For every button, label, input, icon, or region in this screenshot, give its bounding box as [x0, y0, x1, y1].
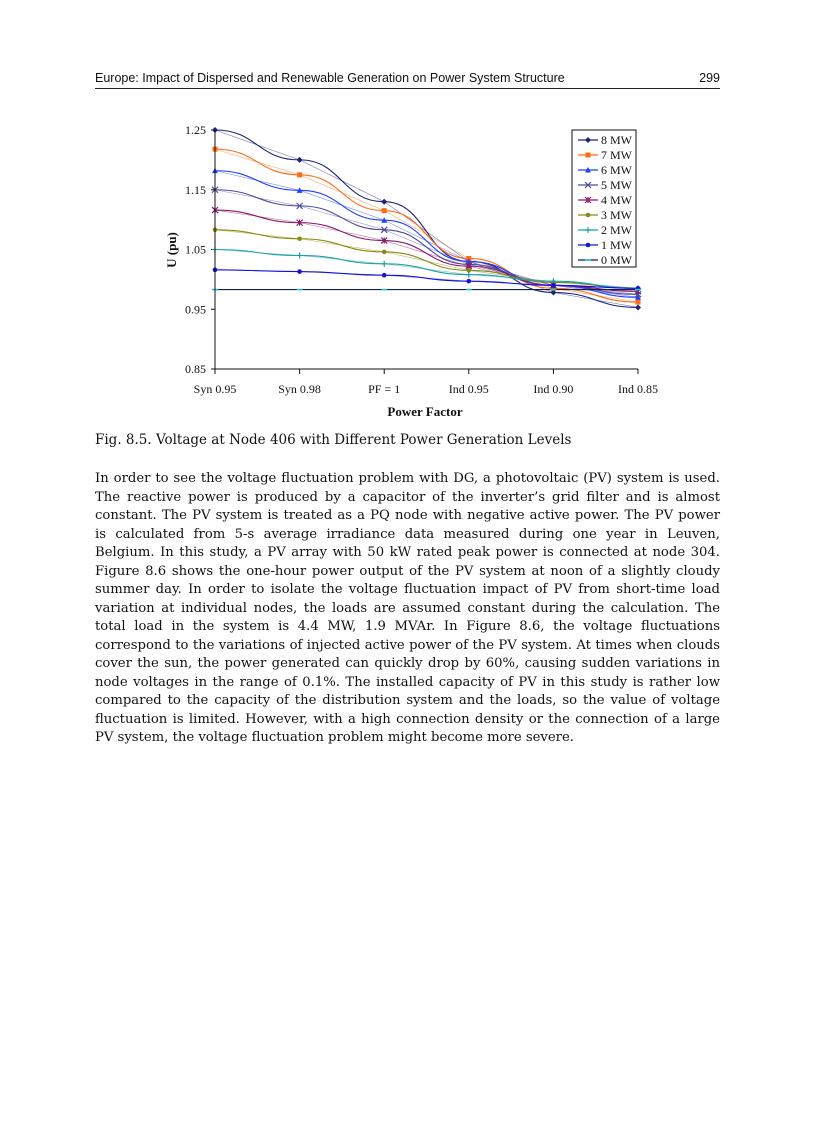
data-point	[297, 157, 303, 163]
data-point	[381, 261, 387, 267]
y-tick-label: 0.95	[185, 302, 206, 317]
legend-marker	[586, 153, 591, 158]
figure-caption: Fig. 8.5. Voltage at Node 406 with Different Power Generation Levels	[95, 432, 572, 448]
y-tick-label: 1.25	[185, 123, 206, 137]
x-axis-label: Power Factor	[387, 404, 463, 419]
legend-marker	[586, 243, 591, 248]
legend-label: 2 MW	[601, 223, 632, 237]
header-title: Europe: Impact of Dispersed and Renewable Generation on Power System Structure	[95, 71, 565, 85]
data-point	[551, 283, 556, 288]
series-line	[215, 270, 638, 289]
y-axis-label: U (pu)	[164, 232, 179, 268]
legend-label: 5 MW	[601, 178, 632, 192]
legend-label: 1 MW	[601, 238, 632, 252]
x-tick-label: Syn 0.95	[193, 382, 237, 396]
legend-label: 3 MW	[601, 208, 632, 222]
legend-label: 6 MW	[601, 163, 632, 177]
legend-label: 7 MW	[601, 148, 632, 162]
data-point	[636, 300, 641, 305]
x-tick-label: PF = 1	[368, 382, 401, 396]
x-tick-label: Ind 0.90	[533, 382, 574, 396]
legend-label: 0 MW	[601, 253, 632, 267]
data-point	[297, 252, 303, 258]
data-point	[381, 199, 387, 205]
data-point	[297, 269, 302, 274]
x-tick-label: Syn 0.98	[278, 382, 321, 396]
data-point	[467, 279, 472, 284]
page-number: 299	[699, 71, 720, 85]
legend-label: 4 MW	[601, 193, 632, 207]
y-tick-label: 1.15	[185, 182, 206, 197]
data-point	[382, 273, 387, 278]
voltage-chart	[0, 0, 816, 430]
data-point	[382, 250, 387, 255]
data-point	[297, 172, 302, 177]
y-tick-label: 0.85	[185, 362, 206, 376]
x-tick-label: Ind 0.95	[448, 382, 489, 396]
y-tick-label: 1.05	[185, 242, 206, 257]
legend-marker	[586, 213, 591, 218]
legend-label: 8 MW	[601, 133, 632, 147]
body-paragraph: In order to see the voltage fluctuation problem with DG, a photovoltaic (PV) system is used. The reactive power is produced by a capacitor of the inverter’s grid filter and is almost constant. The PV system is treated as a PQ node with negative active power. The PV power is calculated from 5-s average irradiance data measured during one year in Leuven, Belgium. In this study, a PV array with 50 kW rated peak power is connected at node 304. Figure 8.6 shows the one-hour power output of the PV system at noon of a slightly cloudy summer day. In order to isolate the voltage fluctuation impact of PV from short-time load variation at individual nodes, the loads are assumed constant during the calculation. The total load in the system is 4.4 MW, 1.9 MVAr. In Figure 8.6, the voltage fluctuations correspond to the variations of injected active power of the PV system. At times when clouds cover the sun, the power generated can quickly drop by 60%, causing sudden variations in node voltages in the range of 0.1%. The installed capacity of PV in this study is rather low compared to the capacity of the distribution system and the loads, so the value of voltage fluctuation is limited. However, with a high connection density or the connection of a large PV system, the voltage fluctuation problem might become more severe.	[95, 471, 720, 745]
x-tick-label: Ind 0.85	[618, 382, 658, 396]
data-point	[635, 304, 641, 310]
data-point	[466, 272, 472, 278]
data-point	[382, 208, 387, 213]
data-point	[297, 236, 302, 241]
